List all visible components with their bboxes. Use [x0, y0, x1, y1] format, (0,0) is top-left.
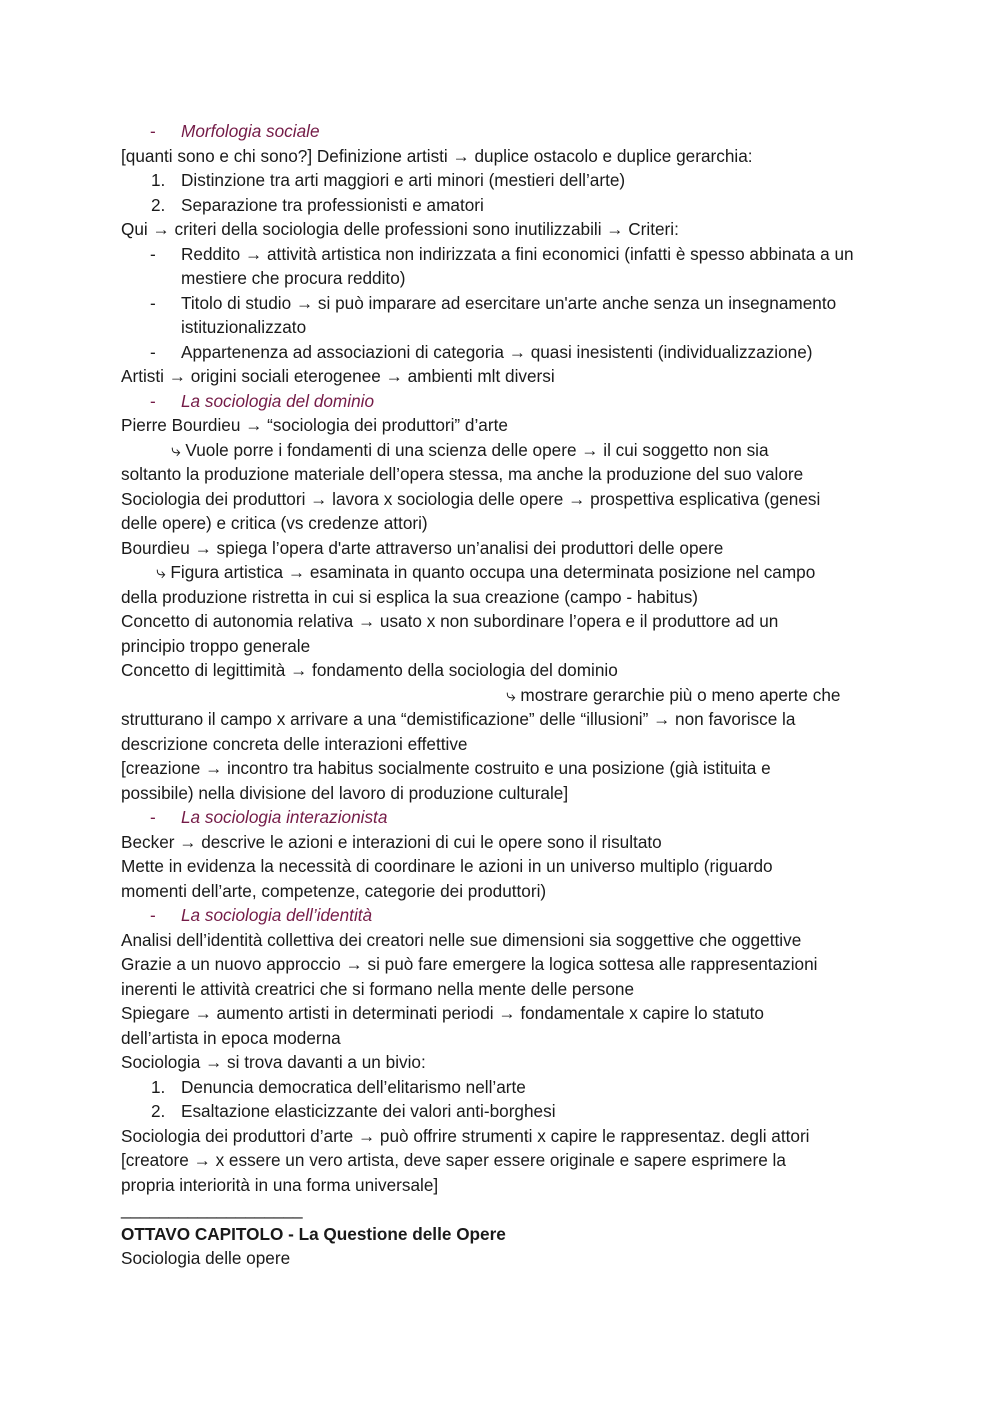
- paragraph: Spiegare → aumento artisti in determinati periodi → fondamentale x capire lo statuto: [121, 1003, 764, 1023]
- paragraph: [creatore → x essere un vero artista, deve saper essere originale e sapere esprimere la: [121, 1150, 786, 1170]
- item-number: 1.: [151, 170, 166, 190]
- paragraph: delle opere) e critica (vs credenze attori): [121, 513, 428, 533]
- indented-arrow-line: ⤷ mostrare gerarchie più o meno aperte che: [506, 684, 841, 705]
- indented-arrow-line: ⤷ Figura artistica → esaminata in quanto occupa una determinata posizione nel campo: [156, 562, 816, 582]
- numbered-item: [121, 193, 891, 218]
- paragraph: Pierre Bourdieu → “sociologia dei produttori” d’arte: [121, 415, 508, 435]
- item-number: 2.: [151, 194, 166, 215]
- paragraph: inerenti le attività creatrici che si formano nella mente delle persone: [121, 978, 635, 999]
- heading-text: La sociologia del dominio: [181, 390, 375, 411]
- item-number: 1.: [151, 1076, 166, 1097]
- item-number: 2.: [151, 1101, 166, 1121]
- item-text: Denuncia democratica dell’elitarismo nell’arte: [181, 1076, 526, 1097]
- paragraph: Qui → criteri della sociologia delle professioni sono inutilizzabili → Criteri:: [121, 219, 679, 239]
- dash-marker: -: [150, 292, 156, 313]
- section-heading-identita: [121, 903, 891, 928]
- paragraph: Grazie a un nuovo approccio → si può fare emergere la logica sottesa alle rappresentazioni: [121, 954, 818, 974]
- dash-marker: -: [150, 341, 156, 362]
- paragraph: Concetto di legittimità → fondamento della sociologia del dominio: [121, 660, 618, 680]
- paragraph: strutturano il campo x arrivare a una “demistificazione” delle “illusioni” → non favorisce la: [121, 709, 796, 729]
- paragraph: [quanti sono e chi sono?] Definizione artisti → duplice ostacolo e duplice gerarchia:: [121, 145, 753, 166]
- paragraph: soltanto la produzione materiale dell’opera stessa, ma anche la produzione del suo valore: [121, 464, 804, 484]
- chapter-heading: OTTAVO CAPITOLO - La Questione delle Opere: [121, 1223, 506, 1244]
- paragraph: Sociologia delle opere: [121, 1248, 291, 1268]
- paragraph: Artisti → origini sociali eterogenee → ambienti mlt diversi: [121, 366, 555, 386]
- paragraph: Sociologia → si trova davanti a un bivio:: [121, 1052, 426, 1072]
- section-heading-morfologia: [121, 119, 891, 144]
- dash-marker: -: [150, 243, 156, 264]
- heading-text: La sociologia interazionista: [181, 807, 388, 827]
- paragraph: Analisi dell’identità collettiva dei creatori nelle sue dimensioni sia soggettive che oggettive: [121, 929, 802, 950]
- item-text: Titolo di studio → si può imparare ad esercitare un'arte anche senza un insegnamento istituzionalizzato: [181, 292, 837, 337]
- paragraph: Mette in evidenza la necessità di coordinare le azioni in un universo multiplo (riguardo: [121, 856, 773, 876]
- paragraph: della produzione ristretta in cui si esplica la sua creazione (campo - habitus): [121, 586, 699, 607]
- indented-arrow-line: ⤷ Vuole porre i fondamenti di una scienza delle opere → il cui soggetto non sia: [171, 439, 769, 460]
- paragraph: possibile) nella divisione del lavoro di produzione culturale]: [121, 782, 569, 803]
- item-text: Distinzione tra arti maggiori e arti minori (mestieri dell’arte): [181, 170, 626, 190]
- section-heading-interazionista: [121, 805, 891, 830]
- paragraph: principio troppo generale: [121, 635, 311, 656]
- numbered-item: [121, 1075, 891, 1100]
- paragraph: Concetto di autonomia relativa → usato x non subordinare l’opera e il produttore ad un: [121, 611, 779, 631]
- paragraph: propria interiorità in una forma universale]: [121, 1174, 439, 1195]
- paragraph: Sociologia dei produttori → lavora x sociologia delle opere → prospettiva esplicativa (genesi: [121, 488, 821, 509]
- paragraph: [creazione → incontro tra habitus socialmente costruito e una posizione (già istituita e: [121, 758, 771, 778]
- item-text: Reddito → attività artistica non indirizzata a fini economici (infatti è spesso abbinata a un mestiere che procura reddito): [181, 243, 854, 288]
- bullet-item: [121, 242, 891, 291]
- paragraph: dell’artista in epoca moderna: [121, 1027, 341, 1048]
- document-page: [121, 119, 891, 1271]
- item-text: Esaltazione elasticizzante dei valori anti-borghesi: [181, 1101, 556, 1121]
- dash-marker: -: [150, 390, 156, 411]
- separator-line: ___________________: [121, 1199, 303, 1219]
- paragraph: descrizione concreta delle interazioni effettive: [121, 733, 468, 754]
- bullet-item: [121, 340, 891, 365]
- heading-text: La sociologia dell’identità: [181, 905, 373, 925]
- bullet-item: [121, 291, 891, 340]
- paragraph: Becker → descrive le azioni e interazioni di cui le opere sono il risultato: [121, 831, 662, 852]
- numbered-item: [121, 1099, 891, 1124]
- dash-marker: -: [150, 807, 156, 827]
- paragraph: Sociologia dei produttori d’arte → può offrire strumenti x capire le rappresentaz. degli attori: [121, 1125, 810, 1146]
- dash-marker: -: [150, 121, 156, 141]
- paragraph: momenti dell’arte, competenze, categorie dei produttori): [121, 880, 547, 901]
- heading-text: Morfologia sociale: [181, 121, 320, 141]
- item-text: Separazione tra professionisti e amatori: [181, 194, 484, 215]
- paragraph: Bourdieu → spiega l’opera d'arte attraverso un’analisi dei produttori delle opere: [121, 537, 724, 558]
- item-text: Appartenenza ad associazioni di categoria → quasi inesistenti (individualizzazione): [181, 341, 813, 362]
- dash-marker: -: [150, 905, 156, 925]
- section-heading-dominio: [121, 389, 891, 414]
- numbered-item: [121, 168, 891, 193]
